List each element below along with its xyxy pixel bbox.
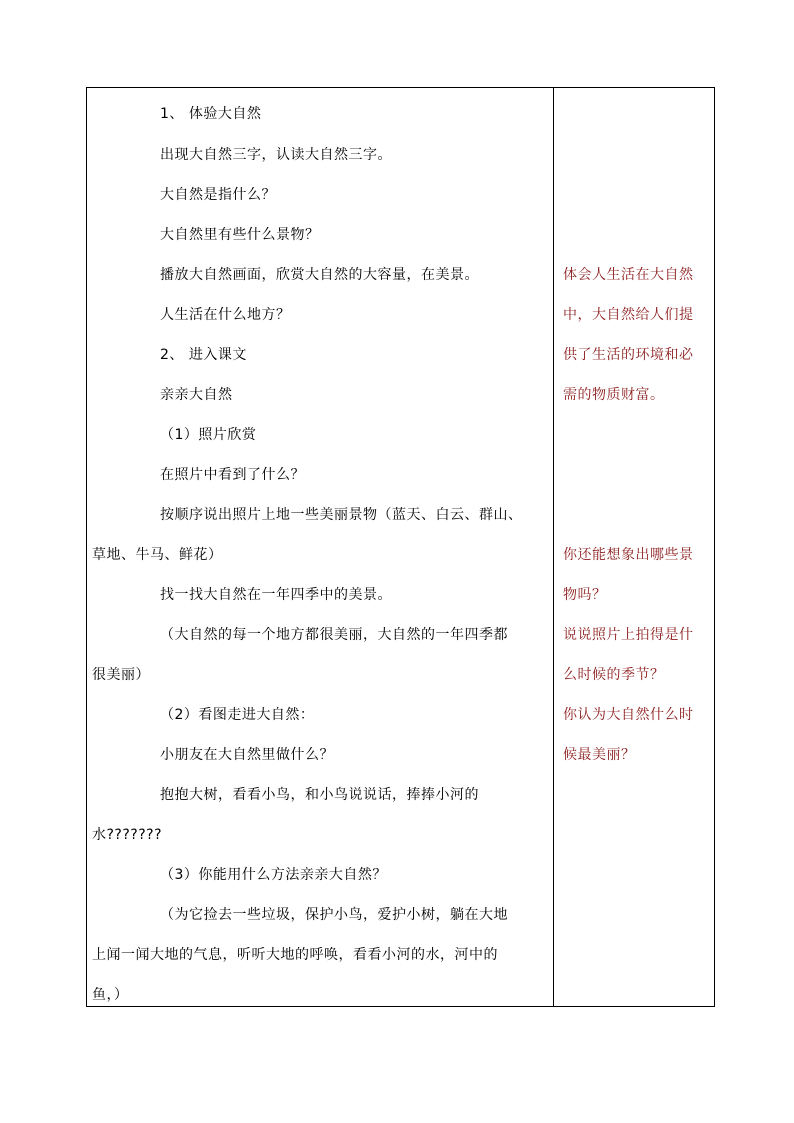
note-line: 需的物质财富。 [563, 387, 665, 403]
main-line: 1、 体验大自然 [160, 106, 262, 122]
main-line: 在照片中看到了什么？ [160, 467, 305, 483]
main-line: （为它捡去一些垃圾，保护小鸟，爱护小树，躺在大地 [160, 907, 508, 923]
main-line: 鱼，） [92, 987, 129, 1003]
note-line: 你还能想象出哪些景 [563, 547, 694, 563]
main-line: 大自然是指什么？ [160, 187, 276, 203]
main-line: （3）你能用什么方法亲亲大自然？ [160, 867, 387, 883]
note-line: 中，大自然给人们提 [563, 307, 694, 323]
main-line: 亲亲大自然 [160, 387, 233, 403]
main-line: 按顺序说出照片上地一些美丽景物（蓝天、白云、群山、 [160, 507, 523, 523]
main-line: （1）照片欣赏 [160, 427, 257, 443]
main-line: 大自然里有些什么景物？ [160, 227, 320, 243]
main-line: 2、 进入课文 [160, 347, 247, 363]
note-line: 说说照片上拍得是什 [563, 627, 694, 643]
main-line: 找一找大自然在一年四季中的美景。 [160, 587, 392, 603]
main-line: 人生活在什么地方？ [160, 307, 291, 323]
main-line: 抱抱大树，看看小鸟，和小鸟说说话，捧捧小河的 [160, 787, 479, 803]
main-line: 上闻一闻大地的气息，听听大地的呼唤，看看小河的水，河中的 [92, 947, 498, 963]
note-line: 供了生活的环境和必 [563, 347, 694, 363]
main-line: 出现大自然三字，认读大自然三字。 [160, 147, 392, 163]
note-line: 物吗？ [563, 587, 607, 603]
main-line: 草地、牛马、鲜花） [92, 547, 223, 563]
note-line: 体会人生活在大自然 [563, 267, 694, 283]
note-line: 你认为大自然什么时 [563, 707, 694, 723]
main-line: 很美丽） [92, 667, 150, 683]
column-divider [553, 87, 554, 1007]
main-line: （2）看图走进大自然： [160, 707, 315, 723]
note-line: 候最美丽？ [563, 747, 636, 763]
main-line: 播放大自然画面，欣赏大自然的大容量，在美景。 [160, 267, 479, 283]
main-line: （大自然的每一个地方都很美丽，大自然的一年四季都 [160, 627, 508, 643]
main-line: 小朋友在大自然里做什么？ [160, 747, 334, 763]
note-line: 么时候的季节？ [563, 667, 665, 683]
main-line: 水??????? [92, 827, 163, 843]
